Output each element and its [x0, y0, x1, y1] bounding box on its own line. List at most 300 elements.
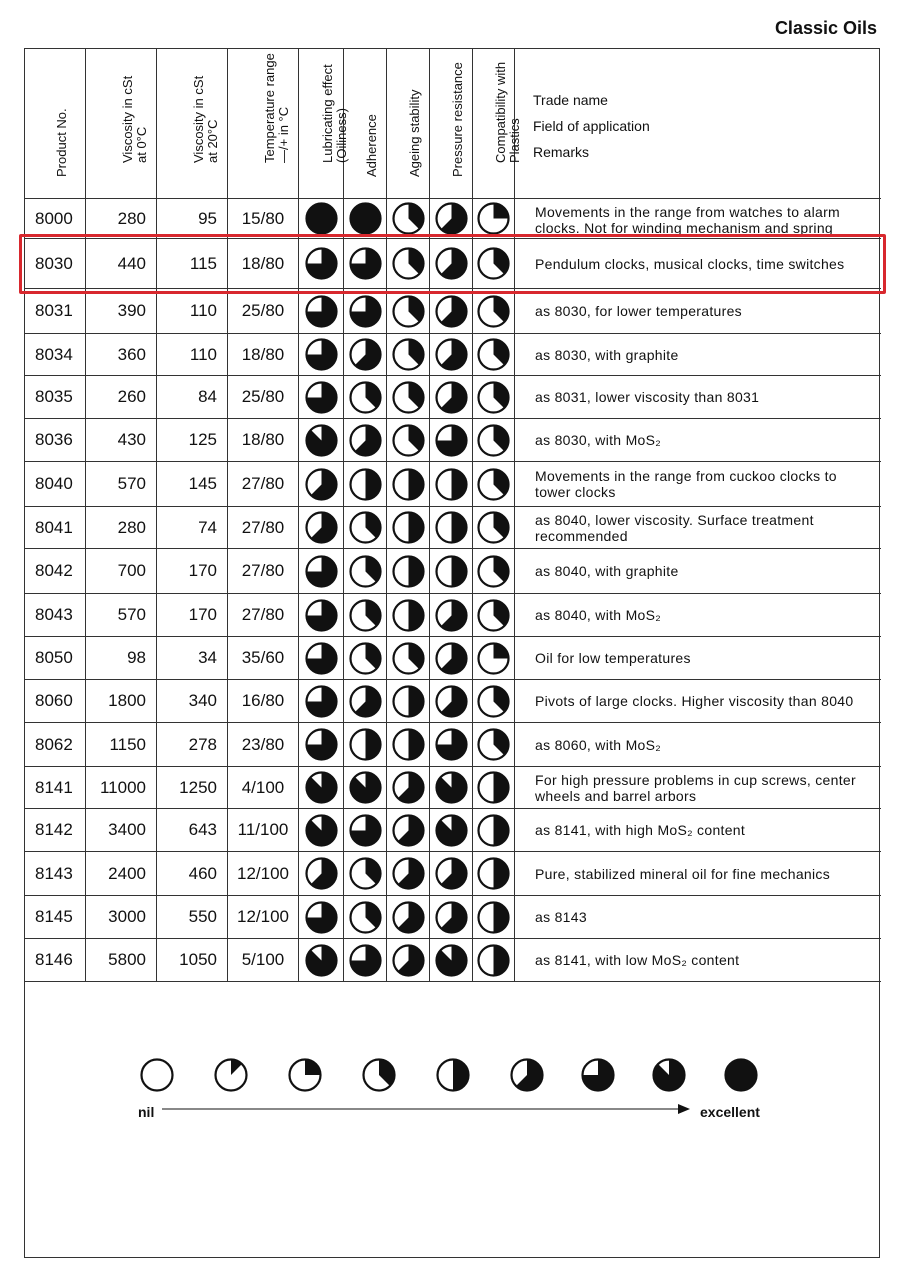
- adherence-rating: [344, 507, 387, 548]
- lubricating-rating: [299, 594, 344, 636]
- lubricating-rating-icon: [305, 338, 338, 371]
- pressure-rating-icon: [435, 685, 468, 718]
- ageing-rating: [387, 289, 430, 333]
- ageing-rating: [387, 809, 430, 851]
- lubricating-rating-icon: [305, 202, 338, 235]
- product-number: 8062: [25, 723, 86, 766]
- temperature-range: 25/80: [228, 289, 299, 333]
- rating-legend: [130, 1054, 770, 1134]
- viscosity-20c: 170: [157, 594, 228, 636]
- remark-text: Movements in the range from watches to alarm clocks. Not for winding mechanism and spring: [535, 204, 840, 236]
- viscosity-20c: 34: [157, 637, 228, 679]
- pressure-rating: [430, 896, 473, 938]
- temperature-range: 27/80: [228, 462, 299, 506]
- adherence-rating-icon: [349, 295, 382, 328]
- product-number: 8142: [25, 809, 86, 851]
- table-row: [25, 594, 881, 637]
- adherence-rating-icon: [349, 685, 382, 718]
- ageing-rating: [387, 419, 430, 461]
- ageing-rating-icon: [392, 424, 425, 457]
- remark: [515, 199, 881, 238]
- adherence-rating: [344, 767, 387, 808]
- table-row: [25, 680, 881, 723]
- legend-rating-icon: [214, 1058, 248, 1092]
- legend-rating-icon: [140, 1058, 174, 1092]
- product-number: 8000: [25, 199, 86, 238]
- viscosity-0c: 1150: [86, 723, 157, 766]
- table-row: [25, 419, 881, 462]
- viscosity-20c: 110: [157, 289, 228, 333]
- remark: [515, 507, 881, 548]
- viscosity-0c: 570: [86, 594, 157, 636]
- viscosity-0c: 430: [86, 419, 157, 461]
- ageing-rating-icon: [392, 599, 425, 632]
- pressure-rating: [430, 809, 473, 851]
- lubricating-rating: [299, 896, 344, 938]
- viscosity-0c: 280: [86, 507, 157, 548]
- viscosity-20c: 84: [157, 376, 228, 418]
- compat-rating: [473, 462, 515, 506]
- ageing-rating-icon: [392, 555, 425, 588]
- compat-rating-icon: [477, 338, 510, 371]
- compat-rating: [473, 852, 515, 895]
- pressure-rating: [430, 723, 473, 766]
- lubricating-rating: [299, 723, 344, 766]
- remark: [515, 939, 881, 981]
- header-pressure-label: Pressure resistance: [450, 62, 465, 177]
- compat-rating: [473, 939, 515, 981]
- compat-rating-icon: [477, 599, 510, 632]
- adherence-rating-icon: [349, 468, 382, 501]
- table-row: [25, 199, 881, 239]
- remark: [515, 462, 881, 506]
- remark: [515, 896, 881, 938]
- viscosity-20c: 460: [157, 852, 228, 895]
- legend-excellent-label: excellent: [700, 1104, 760, 1120]
- lubricating-rating: [299, 680, 344, 722]
- pressure-rating: [430, 594, 473, 636]
- ageing-rating-icon: [392, 728, 425, 761]
- temperature-range: 12/100: [228, 896, 299, 938]
- ageing-rating-icon: [392, 295, 425, 328]
- remark: [515, 376, 881, 418]
- adherence-rating-icon: [349, 901, 382, 934]
- lubricating-rating-icon: [305, 599, 338, 632]
- temperature-range: 18/80: [228, 419, 299, 461]
- remark-text: For high pressure problems in cup screws, center wheels and barrel arbors: [535, 771, 856, 804]
- adherence-rating-icon: [349, 642, 382, 675]
- product-number: 8050: [25, 637, 86, 679]
- compat-rating: [473, 334, 515, 375]
- compat-rating: [473, 289, 515, 333]
- lubricating-rating-icon: [305, 381, 338, 414]
- temperature-range: 4/100: [228, 767, 299, 808]
- ageing-rating-icon: [392, 511, 425, 544]
- adherence-rating: [344, 939, 387, 981]
- header-visc-0: [86, 49, 157, 199]
- product-number: 8141: [25, 767, 86, 808]
- pressure-rating-icon: [435, 338, 468, 371]
- remark-text: as 8040, with MoS₂: [535, 607, 662, 623]
- remark-text: as 8030, with MoS₂: [535, 432, 662, 448]
- adherence-rating: [344, 723, 387, 766]
- product-number: 8030: [25, 239, 86, 288]
- pressure-rating-icon: [435, 468, 468, 501]
- product-number: 8042: [25, 549, 86, 593]
- compat-rating: [473, 549, 515, 593]
- viscosity-20c: 110: [157, 334, 228, 375]
- table-row: [25, 637, 881, 680]
- table-row: [25, 462, 881, 507]
- product-number: 8145: [25, 896, 86, 938]
- compat-rating: [473, 637, 515, 679]
- ageing-rating-icon: [392, 642, 425, 675]
- pressure-rating: [430, 637, 473, 679]
- lubricating-rating: [299, 376, 344, 418]
- legend-rating-icon: [288, 1058, 322, 1092]
- viscosity-0c: 98: [86, 637, 157, 679]
- compat-rating-icon: [477, 771, 510, 804]
- header-compat: [473, 49, 522, 199]
- remark: [515, 767, 881, 808]
- lubricating-rating: [299, 507, 344, 548]
- lubricating-rating: [299, 199, 344, 238]
- ageing-rating-icon: [392, 771, 425, 804]
- legend-rating-icon: [581, 1058, 615, 1092]
- ageing-rating: [387, 594, 430, 636]
- pressure-rating: [430, 376, 473, 418]
- viscosity-20c: 550: [157, 896, 228, 938]
- ageing-rating-icon: [392, 685, 425, 718]
- legend-rating-icon: [436, 1058, 470, 1092]
- pressure-rating-icon: [435, 857, 468, 890]
- temperature-range: 16/80: [228, 680, 299, 722]
- compat-rating: [473, 419, 515, 461]
- ageing-rating: [387, 507, 430, 548]
- adherence-rating: [344, 334, 387, 375]
- ageing-rating: [387, 199, 430, 238]
- adherence-rating-icon: [349, 728, 382, 761]
- lubricating-rating-icon: [305, 944, 338, 977]
- compat-rating-icon: [477, 468, 510, 501]
- adherence-rating-icon: [349, 555, 382, 588]
- temperature-range: 23/80: [228, 723, 299, 766]
- remark-text: Pure, stabilized mineral oil for fine mechanics: [535, 865, 831, 882]
- header-temp-range-label: Temperature range —/+ in °C: [262, 53, 291, 163]
- header-compat-label: Compatibility with Plastics: [492, 61, 522, 163]
- compat-rating-icon: [477, 511, 510, 544]
- legend-rating-icon: [510, 1058, 544, 1092]
- adherence-rating: [344, 594, 387, 636]
- ageing-rating-icon: [392, 338, 425, 371]
- temperature-range: 12/100: [228, 852, 299, 895]
- compat-rating-icon: [477, 814, 510, 847]
- ageing-rating-icon: [392, 944, 425, 977]
- viscosity-0c: 11000: [86, 767, 157, 808]
- viscosity-0c: 360: [86, 334, 157, 375]
- viscosity-0c: 390: [86, 289, 157, 333]
- compat-rating: [473, 199, 515, 238]
- table-row: [25, 809, 881, 852]
- compat-rating: [473, 376, 515, 418]
- ageing-rating: [387, 852, 430, 895]
- lubricating-rating-icon: [305, 814, 338, 847]
- ageing-rating: [387, 896, 430, 938]
- pressure-rating: [430, 334, 473, 375]
- temperature-range: 27/80: [228, 507, 299, 548]
- viscosity-20c: 115: [157, 239, 228, 288]
- adherence-rating: [344, 462, 387, 506]
- ageing-rating: [387, 462, 430, 506]
- product-number: 8036: [25, 419, 86, 461]
- compat-rating: [473, 680, 515, 722]
- header-visc-20-label: Viscosity in cSt at 20°C: [191, 75, 220, 163]
- compat-rating-icon: [477, 555, 510, 588]
- product-number: 8146: [25, 939, 86, 981]
- lubricating-rating: [299, 637, 344, 679]
- product-number: 8040: [25, 462, 86, 506]
- temperature-range: 18/80: [228, 334, 299, 375]
- header-visc-20: [157, 49, 228, 199]
- table-row: [25, 767, 881, 809]
- header-remarks: Remarks: [533, 144, 590, 160]
- lubricating-rating-icon: [305, 685, 338, 718]
- adherence-rating: [344, 809, 387, 851]
- compat-rating: [473, 767, 515, 808]
- viscosity-0c: 1800: [86, 680, 157, 722]
- compat-rating: [473, 507, 515, 548]
- lubricating-rating-icon: [305, 511, 338, 544]
- product-number: 8041: [25, 507, 86, 548]
- table-row: [25, 723, 881, 767]
- viscosity-0c: 3400: [86, 809, 157, 851]
- ageing-rating-icon: [392, 202, 425, 235]
- compat-rating: [473, 809, 515, 851]
- header-product-no: [25, 49, 86, 199]
- lubricating-rating-icon: [305, 468, 338, 501]
- pressure-rating: [430, 549, 473, 593]
- pressure-rating: [430, 199, 473, 238]
- viscosity-0c: 700: [86, 549, 157, 593]
- header-lubricating-label: Lubricating effect (Oiliness): [320, 64, 349, 163]
- product-number: 8034: [25, 334, 86, 375]
- remark-text: Movements in the range from cuckoo clocks to tower clocks: [535, 468, 837, 500]
- header-trade-name: Trade name: [533, 92, 608, 108]
- lubricating-rating-icon: [305, 857, 338, 890]
- viscosity-20c: 278: [157, 723, 228, 766]
- viscosity-20c: 170: [157, 549, 228, 593]
- pressure-rating-icon: [435, 295, 468, 328]
- adherence-rating: [344, 896, 387, 938]
- highlight-box: [19, 234, 886, 294]
- remark-text: as 8040, lower viscosity. Surface treatment recommended: [535, 511, 814, 544]
- viscosity-20c: 145: [157, 462, 228, 506]
- temperature-range: 5/100: [228, 939, 299, 981]
- legend-nil-label: nil: [138, 1104, 155, 1120]
- viscosity-0c: 3000: [86, 896, 157, 938]
- remark: [515, 594, 881, 636]
- remark-text: as 8141, with low MoS₂ content: [535, 952, 740, 968]
- ageing-rating: [387, 767, 430, 808]
- ageing-rating-icon: [392, 857, 425, 890]
- table-row: [25, 896, 881, 939]
- pressure-rating-icon: [435, 814, 468, 847]
- pressure-rating: [430, 507, 473, 548]
- header-ageing-label: Ageing stability: [407, 89, 422, 177]
- table-row: [25, 507, 881, 549]
- compat-rating: [473, 723, 515, 766]
- lubricating-rating: [299, 334, 344, 375]
- adherence-rating: [344, 549, 387, 593]
- adherence-rating: [344, 419, 387, 461]
- lubricating-rating-icon: [305, 771, 338, 804]
- pressure-rating: [430, 680, 473, 722]
- header-product-no-label: Product No.: [54, 108, 69, 177]
- ageing-rating: [387, 939, 430, 981]
- temperature-range: 35/60: [228, 637, 299, 679]
- adherence-rating-icon: [349, 771, 382, 804]
- table-row: [25, 549, 881, 594]
- ageing-rating: [387, 334, 430, 375]
- pressure-rating: [430, 767, 473, 808]
- pressure-rating: [430, 852, 473, 895]
- remark: [515, 723, 881, 766]
- lubricating-rating-icon: [305, 424, 338, 457]
- compat-rating-icon: [477, 424, 510, 457]
- header-info: [515, 49, 881, 199]
- table-row: [25, 334, 881, 376]
- table-row: [25, 939, 881, 982]
- pressure-rating: [430, 939, 473, 981]
- viscosity-20c: 125: [157, 419, 228, 461]
- product-number: 8060: [25, 680, 86, 722]
- lubricating-rating-icon: [305, 555, 338, 588]
- compat-rating-icon: [477, 728, 510, 761]
- remark: [515, 809, 881, 851]
- compat-rating-icon: [477, 202, 510, 235]
- adherence-rating: [344, 637, 387, 679]
- table-row: [25, 289, 881, 334]
- adherence-rating: [344, 199, 387, 238]
- header-temp-range: [228, 49, 299, 199]
- adherence-rating: [344, 852, 387, 895]
- pressure-rating-icon: [435, 202, 468, 235]
- lubricating-rating: [299, 809, 344, 851]
- ageing-rating-icon: [392, 814, 425, 847]
- temperature-range: 18/80: [228, 239, 299, 288]
- header-ageing: [387, 49, 430, 199]
- product-number: 8031: [25, 289, 86, 333]
- remark: [515, 637, 881, 679]
- lubricating-rating-icon: [305, 728, 338, 761]
- lubricating-rating: [299, 852, 344, 895]
- header-visc-0-label: Viscosity in cSt at 0°C: [120, 75, 149, 163]
- adherence-rating-icon: [349, 599, 382, 632]
- pressure-rating-icon: [435, 901, 468, 934]
- product-number: 8043: [25, 594, 86, 636]
- ageing-rating: [387, 723, 430, 766]
- lubricating-rating-icon: [305, 901, 338, 934]
- header-adherence: [344, 49, 387, 199]
- adherence-rating-icon: [349, 202, 382, 235]
- legend-rating-icon: [652, 1058, 686, 1092]
- table-row: [25, 376, 881, 419]
- header-lubricating: [299, 49, 349, 199]
- remark-text: as 8031, lower viscosity than 8031: [535, 389, 760, 405]
- remark-text: as 8060, with MoS₂: [535, 736, 662, 753]
- pressure-rating: [430, 462, 473, 506]
- lubricating-rating: [299, 767, 344, 808]
- compat-rating-icon: [477, 944, 510, 977]
- remark: [515, 680, 881, 722]
- header-field: Field of application: [533, 118, 650, 134]
- temperature-range: 27/80: [228, 549, 299, 593]
- pressure-rating: [430, 289, 473, 333]
- lubricating-rating: [299, 289, 344, 333]
- remark-text: as 8143: [535, 909, 587, 925]
- lubricating-rating-icon: [305, 642, 338, 675]
- pressure-rating-icon: [435, 555, 468, 588]
- legend-rating-icon: [362, 1058, 396, 1092]
- lubricating-rating: [299, 462, 344, 506]
- remark-text: as 8141, with high MoS₂ content: [535, 822, 746, 838]
- ageing-rating: [387, 637, 430, 679]
- pressure-rating: [430, 419, 473, 461]
- adherence-rating-icon: [349, 857, 382, 890]
- remark: [515, 419, 881, 461]
- temperature-range: 25/80: [228, 376, 299, 418]
- header-adherence-label: Adherence: [364, 114, 379, 177]
- remark: [515, 289, 881, 333]
- adherence-rating-icon: [349, 944, 382, 977]
- remark: [515, 334, 881, 375]
- viscosity-20c: 74: [157, 507, 228, 548]
- viscosity-20c: 643: [157, 809, 228, 851]
- remark: [515, 852, 881, 895]
- remark-text: as 8040, with graphite: [535, 563, 679, 579]
- ageing-rating-icon: [392, 468, 425, 501]
- pressure-rating-icon: [435, 511, 468, 544]
- viscosity-0c: 2400: [86, 852, 157, 895]
- viscosity-0c: 5800: [86, 939, 157, 981]
- viscosity-20c: 1050: [157, 939, 228, 981]
- viscosity-0c: 280: [86, 199, 157, 238]
- compat-rating-icon: [477, 857, 510, 890]
- product-number: 8143: [25, 852, 86, 895]
- adherence-rating-icon: [349, 511, 382, 544]
- ageing-rating: [387, 680, 430, 722]
- pressure-rating-icon: [435, 381, 468, 414]
- compat-rating: [473, 896, 515, 938]
- ageing-rating-icon: [392, 381, 425, 414]
- legend-arrow-icon: [162, 1102, 692, 1116]
- pressure-rating-icon: [435, 944, 468, 977]
- pressure-rating-icon: [435, 424, 468, 457]
- viscosity-0c: 440: [86, 239, 157, 288]
- adherence-rating-icon: [349, 424, 382, 457]
- compat-rating-icon: [477, 901, 510, 934]
- adherence-rating: [344, 680, 387, 722]
- adherence-rating-icon: [349, 381, 382, 414]
- ageing-rating: [387, 376, 430, 418]
- table-header: [25, 49, 881, 199]
- viscosity-20c: 1250: [157, 767, 228, 808]
- remark: [515, 549, 881, 593]
- lubricating-rating: [299, 939, 344, 981]
- lubricating-rating-icon: [305, 295, 338, 328]
- compat-rating-icon: [477, 685, 510, 718]
- pressure-rating-icon: [435, 599, 468, 632]
